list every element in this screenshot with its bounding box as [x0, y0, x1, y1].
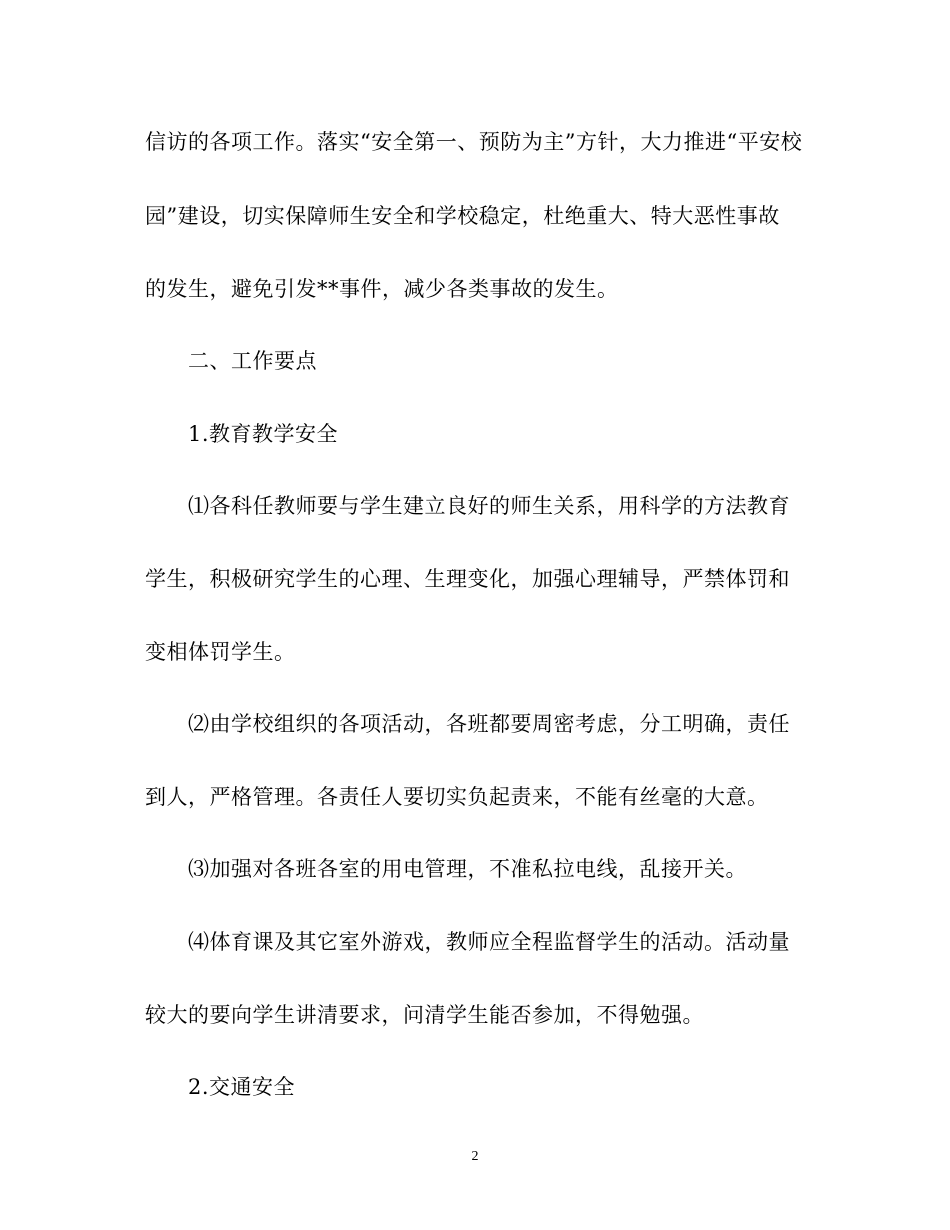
body-text-line: 较大的要向学生讲清要求，问清学生能否参加，不得勉强。 — [145, 1003, 704, 1027]
subsection-heading: 1.教育教学安全 — [188, 422, 339, 446]
list-item-line: ⑵由学校组织的各项活动，各班都要周密考虑，分工明确，责任 — [188, 712, 790, 736]
body-text-line: 园”建设，切实保障师生安全和学校稳定，杜绝重大、特大恶性事故 — [145, 204, 780, 228]
body-text-line: 的发生，避免引发**事件，减少各类事故的发生。 — [145, 277, 619, 301]
body-text-line: 信访的各项工作。落实“安全第一、预防为主”方针，大力推进“平安校 — [145, 130, 803, 154]
body-text-line: 学生，积极研究学生的心理、生理变化，加强心理辅导，严禁体罚和 — [145, 567, 790, 591]
list-item-line: ⑷体育课及其它室外游戏，教师应全程监督学生的活动。活动量 — [188, 930, 790, 954]
list-item-line: ⑶加强对各班各室的用电管理，不准私拉电线，乱接开关。 — [188, 857, 747, 881]
list-item-line: ⑴各科任教师要与学生建立良好的师生关系，用科学的方法教育 — [188, 494, 790, 518]
subsection-heading: 2.交通安全 — [188, 1075, 296, 1099]
body-text-line: 变相体罚学生。 — [145, 640, 296, 664]
section-heading: 二、工作要点 — [188, 349, 317, 373]
body-text-line: 到人，严格管理。各责任人要切实负起责来，不能有丝毫的大意。 — [145, 785, 769, 809]
page-number: 2 — [471, 1149, 479, 1164]
